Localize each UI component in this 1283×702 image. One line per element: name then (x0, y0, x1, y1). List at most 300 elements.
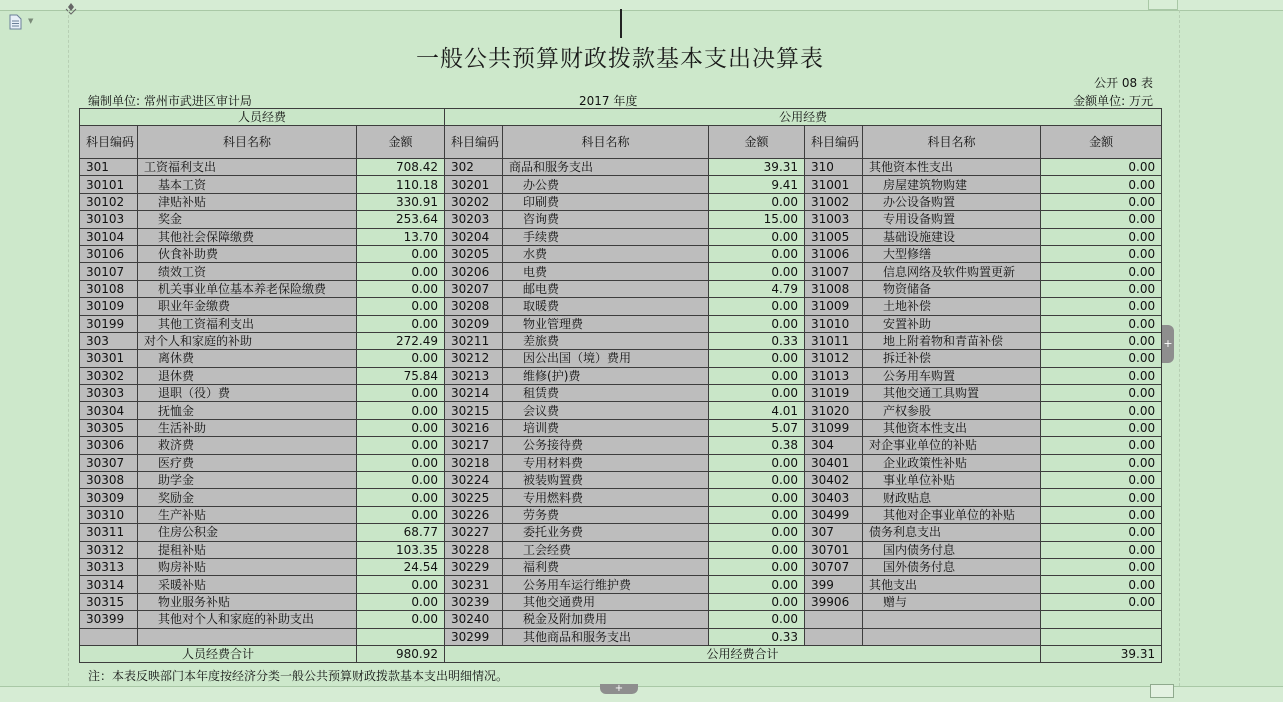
amount-cell: 0.00 (1041, 558, 1162, 575)
code-cell: 30229 (445, 558, 503, 575)
amount-cell: 68.77 (357, 524, 445, 541)
bottom-ruler (0, 686, 1283, 702)
amount-cell: 0.00 (709, 524, 805, 541)
name-cell: 被装购置费 (503, 472, 709, 489)
name-cell: 办公设备购置 (863, 193, 1041, 210)
name-cell: 基本工资 (138, 176, 357, 193)
table-row (80, 159, 1162, 176)
amount-cell: 0.00 (709, 611, 805, 628)
name-cell: 退职（役）费 (138, 385, 357, 402)
code-cell: 30315 (80, 593, 138, 610)
name-cell: 手续费 (503, 228, 709, 245)
amount-cell: 0.00 (1041, 506, 1162, 523)
code-cell: 30403 (805, 489, 863, 506)
name-cell (863, 628, 1041, 645)
name-cell: 商品和服务支出 (503, 159, 709, 176)
name-cell: 采暖补贴 (138, 576, 357, 593)
personnel-total-label: 人员经费合计 (80, 645, 357, 662)
code-cell: 30209 (445, 315, 503, 332)
name-cell: 工资福利支出 (138, 159, 357, 176)
amount-cell: 0.00 (1041, 332, 1162, 349)
name-cell: 产权参股 (863, 402, 1041, 419)
name-cell: 机关事业单位基本养老保险缴费 (138, 280, 357, 297)
table-row (80, 402, 1162, 419)
code-cell: 30311 (80, 524, 138, 541)
amount-cell: 0.00 (1041, 350, 1162, 367)
resize-handle-icon[interactable] (1150, 684, 1174, 698)
amount-cell: 0.00 (709, 315, 805, 332)
col-header-amount: 金额 (709, 126, 805, 159)
amount-cell: 0.00 (1041, 193, 1162, 210)
add-row-tab[interactable]: + (600, 684, 638, 694)
table-row (80, 245, 1162, 262)
code-cell: 30312 (80, 541, 138, 558)
amount-cell: 5.07 (709, 419, 805, 436)
amount-cell: 0.00 (357, 350, 445, 367)
name-cell: 对个人和家庭的补助 (138, 332, 357, 349)
code-cell: 30306 (80, 437, 138, 454)
table-row (80, 524, 1162, 541)
amount-cell: 0.00 (1041, 576, 1162, 593)
public-table-number: 公开 08 表 (1094, 76, 1153, 90)
name-cell: 救济费 (138, 437, 357, 454)
amount-cell: 0.00 (709, 472, 805, 489)
code-cell: 31005 (805, 228, 863, 245)
name-cell: 奖励金 (138, 489, 357, 506)
amount-cell: 0.00 (709, 593, 805, 610)
name-cell: 其他社会保障缴费 (138, 228, 357, 245)
code-cell: 30499 (805, 506, 863, 523)
amount-cell: 0.00 (357, 402, 445, 419)
code-cell: 30206 (445, 263, 503, 280)
group-personnel: 人员经费 (80, 109, 445, 126)
name-cell: 因公出国（境）费用 (503, 350, 709, 367)
code-cell: 30402 (805, 472, 863, 489)
amount-cell: 0.00 (709, 489, 805, 506)
table-row (80, 367, 1162, 384)
code-cell: 31001 (805, 176, 863, 193)
name-cell: 租赁费 (503, 385, 709, 402)
amount-cell: 0.00 (1041, 437, 1162, 454)
amount-cell: 0.00 (357, 611, 445, 628)
amount-cell: 0.00 (709, 193, 805, 210)
table-row (80, 506, 1162, 523)
code-cell: 30226 (445, 506, 503, 523)
name-cell: 培训费 (503, 419, 709, 436)
amount-cell: 0.00 (709, 454, 805, 471)
amount-cell: 0.00 (1041, 593, 1162, 610)
code-cell: 301 (80, 159, 138, 176)
name-cell: 其他对个人和家庭的补助支出 (138, 611, 357, 628)
amount-cell: 0.00 (709, 228, 805, 245)
code-cell: 31019 (805, 385, 863, 402)
amount-cell: 103.35 (357, 541, 445, 558)
name-cell: 专用材料费 (503, 454, 709, 471)
name-cell: 公务用车购置 (863, 367, 1041, 384)
name-cell: 安置补助 (863, 315, 1041, 332)
name-cell: 维修(护)费 (503, 367, 709, 384)
amount-cell: 0.00 (357, 298, 445, 315)
code-cell: 30107 (80, 263, 138, 280)
name-cell: 生产补贴 (138, 506, 357, 523)
code-cell: 30224 (445, 472, 503, 489)
name-cell: 其他交通费用 (503, 593, 709, 610)
amount-cell: 0.00 (709, 298, 805, 315)
table-row (80, 437, 1162, 454)
table-row (80, 472, 1162, 489)
amount-cell: 4.01 (709, 402, 805, 419)
footnote: 注：本表反映部门本年度按经济分类一般公共预算财政拨款基本支出明细情况。 (88, 669, 509, 683)
code-cell: 30199 (80, 315, 138, 332)
code-cell: 30202 (445, 193, 503, 210)
code-cell: 31012 (805, 350, 863, 367)
amount-cell: 0.00 (1041, 315, 1162, 332)
amount-cell: 0.33 (709, 628, 805, 645)
amount-cell: 0.00 (357, 245, 445, 262)
name-cell: 职业年金缴费 (138, 298, 357, 315)
expenditure-table (79, 108, 1162, 663)
name-cell: 其他对企事业单位的补贴 (863, 506, 1041, 523)
table-row (80, 385, 1162, 402)
code-cell: 30205 (445, 245, 503, 262)
amount-cell: 0.00 (709, 576, 805, 593)
add-column-tab[interactable]: + (1162, 325, 1174, 363)
code-cell: 30303 (80, 385, 138, 402)
amount-cell: 0.00 (1041, 176, 1162, 193)
table-row (80, 454, 1162, 471)
name-cell: 奖金 (138, 211, 357, 228)
table-row (80, 350, 1162, 367)
code-cell: 302 (445, 159, 503, 176)
code-cell: 30304 (80, 402, 138, 419)
table-row (80, 228, 1162, 245)
code-cell: 30101 (80, 176, 138, 193)
name-cell: 债务利息支出 (863, 524, 1041, 541)
code-cell: 31008 (805, 280, 863, 297)
code-cell: 30305 (80, 419, 138, 436)
name-cell: 专用燃料费 (503, 489, 709, 506)
amount-cell: 0.00 (357, 472, 445, 489)
code-cell: 30102 (80, 193, 138, 210)
code-cell: 30313 (80, 558, 138, 575)
code-cell: 31011 (805, 332, 863, 349)
name-cell: 工会经费 (503, 541, 709, 558)
col-header-code: 科目编码 (445, 126, 503, 159)
amount-cell: 0.00 (357, 315, 445, 332)
name-cell: 差旅费 (503, 332, 709, 349)
name-cell: 会议费 (503, 402, 709, 419)
code-cell: 30211 (445, 332, 503, 349)
name-cell: 国内债务付息 (863, 541, 1041, 558)
name-cell: 其他资本性支出 (863, 419, 1041, 436)
amount-cell: 0.00 (1041, 159, 1162, 176)
name-cell: 绩效工资 (138, 263, 357, 280)
table-row (80, 315, 1162, 332)
name-cell (863, 611, 1041, 628)
col-header-code: 科目编码 (80, 126, 138, 159)
name-cell: 水费 (503, 245, 709, 262)
amount-cell (1041, 628, 1162, 645)
name-cell: 委托业务费 (503, 524, 709, 541)
amount-cell: 24.54 (357, 558, 445, 575)
amount-cell: 39.31 (709, 159, 805, 176)
amount-cell: 0.00 (357, 454, 445, 471)
group-public: 公用经费 (445, 109, 1162, 126)
code-cell: 30301 (80, 350, 138, 367)
code-cell: 30108 (80, 280, 138, 297)
name-cell: 物资储备 (863, 280, 1041, 297)
col-header-amount: 金额 (1041, 126, 1162, 159)
money-unit: 金额单位: 万元 (1073, 94, 1153, 108)
name-cell: 其他商品和服务支出 (503, 628, 709, 645)
name-cell: 生活补助 (138, 419, 357, 436)
col-header-code: 科目编码 (805, 126, 863, 159)
code-cell: 30203 (445, 211, 503, 228)
code-cell: 30239 (445, 593, 503, 610)
name-cell (138, 628, 357, 645)
code-cell: 30309 (80, 489, 138, 506)
fiscal-year: 2017 年度 (579, 94, 638, 108)
code-cell: 31003 (805, 211, 863, 228)
table-row (80, 419, 1162, 436)
code-cell: 310 (805, 159, 863, 176)
amount-cell: 0.00 (357, 593, 445, 610)
code-cell: 30302 (80, 367, 138, 384)
code-cell: 30310 (80, 506, 138, 523)
code-cell: 31013 (805, 367, 863, 384)
code-cell: 30401 (805, 454, 863, 471)
amount-cell: 708.42 (357, 159, 445, 176)
code-cell: 31099 (805, 419, 863, 436)
code-cell: 30213 (445, 367, 503, 384)
name-cell: 公务用车运行维护费 (503, 576, 709, 593)
public-total-label: 公用经费合计 (445, 645, 1041, 662)
table-row (80, 558, 1162, 575)
code-cell: 30225 (445, 489, 503, 506)
code-cell (805, 628, 863, 645)
amount-cell: 253.64 (357, 211, 445, 228)
col-header-amount: 金额 (357, 126, 445, 159)
page-title: 一般公共预算财政拨款基本支出决算表 (416, 46, 824, 72)
amount-cell: 4.79 (709, 280, 805, 297)
table-row (80, 332, 1162, 349)
amount-cell: 0.00 (709, 350, 805, 367)
amount-cell: 0.00 (357, 280, 445, 297)
code-cell: 30201 (445, 176, 503, 193)
amount-cell: 0.00 (1041, 245, 1162, 262)
document-icon[interactable] (9, 14, 22, 30)
name-cell: 其他交通工具购置 (863, 385, 1041, 402)
code-cell: 30103 (80, 211, 138, 228)
amount-cell: 0.00 (1041, 454, 1162, 471)
amount-cell: 0.00 (1041, 489, 1162, 506)
amount-cell: 0.00 (709, 506, 805, 523)
amount-cell: 0.00 (709, 541, 805, 558)
table-row (80, 611, 1162, 628)
amount-cell: 110.18 (357, 176, 445, 193)
code-cell: 30707 (805, 558, 863, 575)
personnel-total-value: 980.92 (357, 645, 445, 662)
name-cell: 事业单位补贴 (863, 472, 1041, 489)
code-cell (805, 611, 863, 628)
ruler-marker (1148, 0, 1178, 10)
amount-cell: 0.00 (709, 245, 805, 262)
amount-cell: 0.00 (709, 263, 805, 280)
code-cell: 307 (805, 524, 863, 541)
amount-cell: 0.33 (709, 332, 805, 349)
amount-cell: 75.84 (357, 367, 445, 384)
code-cell: 303 (80, 332, 138, 349)
code-cell: 39906 (805, 593, 863, 610)
text-cursor (620, 9, 622, 38)
name-cell: 大型修缮 (863, 245, 1041, 262)
amount-cell: 0.00 (709, 385, 805, 402)
code-cell: 31010 (805, 315, 863, 332)
amount-cell: 13.70 (357, 228, 445, 245)
code-cell: 30307 (80, 454, 138, 471)
code-cell: 30104 (80, 228, 138, 245)
name-cell: 电费 (503, 263, 709, 280)
table-row (80, 489, 1162, 506)
amount-cell: 0.00 (1041, 541, 1162, 558)
amount-cell: 330.91 (357, 193, 445, 210)
amount-cell: 0.00 (1041, 367, 1162, 384)
name-cell: 提租补贴 (138, 541, 357, 558)
name-cell: 国外债务付息 (863, 558, 1041, 575)
table-row (80, 211, 1162, 228)
code-cell (80, 628, 138, 645)
name-cell: 拆迁补偿 (863, 350, 1041, 367)
name-cell: 抚恤金 (138, 402, 357, 419)
name-cell: 对企事业单位的补贴 (863, 437, 1041, 454)
amount-cell: 0.00 (357, 263, 445, 280)
name-cell: 物业服务补贴 (138, 593, 357, 610)
code-cell: 30227 (445, 524, 503, 541)
name-cell: 房屋建筑物购建 (863, 176, 1041, 193)
table-row (80, 298, 1162, 315)
name-cell: 基础设施建设 (863, 228, 1041, 245)
code-cell: 304 (805, 437, 863, 454)
name-cell: 邮电费 (503, 280, 709, 297)
table-row (80, 193, 1162, 210)
name-cell: 其他工资福利支出 (138, 315, 357, 332)
code-cell: 30204 (445, 228, 503, 245)
name-cell: 其他资本性支出 (863, 159, 1041, 176)
code-cell: 30106 (80, 245, 138, 262)
amount-cell (1041, 611, 1162, 628)
amount-cell: 0.00 (357, 489, 445, 506)
name-cell: 津贴补贴 (138, 193, 357, 210)
amount-cell (357, 628, 445, 645)
amount-cell: 0.00 (709, 558, 805, 575)
table-row (80, 593, 1162, 610)
name-cell: 离休费 (138, 350, 357, 367)
code-cell: 30214 (445, 385, 503, 402)
table-row (80, 541, 1162, 558)
amount-cell: 0.38 (709, 437, 805, 454)
code-cell: 30109 (80, 298, 138, 315)
name-cell: 退休费 (138, 367, 357, 384)
amount-cell: 9.41 (709, 176, 805, 193)
name-cell: 伙食补助费 (138, 245, 357, 262)
code-cell: 31020 (805, 402, 863, 419)
name-cell: 土地补偿 (863, 298, 1041, 315)
name-cell: 信息网络及软件购置更新 (863, 263, 1041, 280)
name-cell: 咨询费 (503, 211, 709, 228)
code-cell: 30216 (445, 419, 503, 436)
amount-cell: 0.00 (357, 419, 445, 436)
name-cell: 医疗费 (138, 454, 357, 471)
amount-cell: 0.00 (1041, 298, 1162, 315)
name-cell: 助学金 (138, 472, 357, 489)
col-header-name: 科目名称 (863, 126, 1041, 159)
name-cell: 公务接待费 (503, 437, 709, 454)
amount-cell: 0.00 (1041, 228, 1162, 245)
name-cell: 地上附着物和青苗补偿 (863, 332, 1041, 349)
code-cell: 31002 (805, 193, 863, 210)
name-cell: 赠与 (863, 593, 1041, 610)
amount-cell: 0.00 (1041, 402, 1162, 419)
code-cell: 30701 (805, 541, 863, 558)
code-cell: 31009 (805, 298, 863, 315)
name-cell: 办公费 (503, 176, 709, 193)
amount-cell: 272.49 (357, 332, 445, 349)
chevron-down-icon[interactable]: ▼ (28, 17, 34, 25)
col-header-name: 科目名称 (503, 126, 709, 159)
code-cell: 30218 (445, 454, 503, 471)
amount-cell: 0.00 (1041, 280, 1162, 297)
name-cell: 劳务费 (503, 506, 709, 523)
code-cell: 30231 (445, 576, 503, 593)
table-row (80, 280, 1162, 297)
code-cell: 30308 (80, 472, 138, 489)
compiling-unit: 编制单位: 常州市武进区审计局 (88, 94, 252, 108)
code-cell: 31007 (805, 263, 863, 280)
name-cell: 财政贴息 (863, 489, 1041, 506)
amount-cell: 0.00 (1041, 211, 1162, 228)
code-cell: 30228 (445, 541, 503, 558)
code-cell: 30215 (445, 402, 503, 419)
name-cell: 专用设备购置 (863, 211, 1041, 228)
code-cell: 30208 (445, 298, 503, 315)
amount-cell: 0.00 (1041, 524, 1162, 541)
code-cell: 30240 (445, 611, 503, 628)
public-total-value: 39.31 (1041, 645, 1162, 662)
code-cell: 30299 (445, 628, 503, 645)
amount-cell: 0.00 (357, 576, 445, 593)
amount-cell: 0.00 (709, 367, 805, 384)
table-row (80, 176, 1162, 193)
amount-cell: 0.00 (1041, 472, 1162, 489)
code-cell: 30314 (80, 576, 138, 593)
table-row (80, 576, 1162, 593)
name-cell: 取暖费 (503, 298, 709, 315)
code-cell: 31006 (805, 245, 863, 262)
name-cell: 印刷费 (503, 193, 709, 210)
code-cell: 30207 (445, 280, 503, 297)
table-row (80, 628, 1162, 645)
code-cell: 30217 (445, 437, 503, 454)
code-cell: 30399 (80, 611, 138, 628)
amount-cell: 0.00 (1041, 385, 1162, 402)
code-cell: 399 (805, 576, 863, 593)
name-cell: 福利费 (503, 558, 709, 575)
name-cell: 住房公积金 (138, 524, 357, 541)
col-header-name: 科目名称 (138, 126, 357, 159)
name-cell: 企业政策性补贴 (863, 454, 1041, 471)
name-cell: 购房补贴 (138, 558, 357, 575)
amount-cell: 0.00 (1041, 419, 1162, 436)
